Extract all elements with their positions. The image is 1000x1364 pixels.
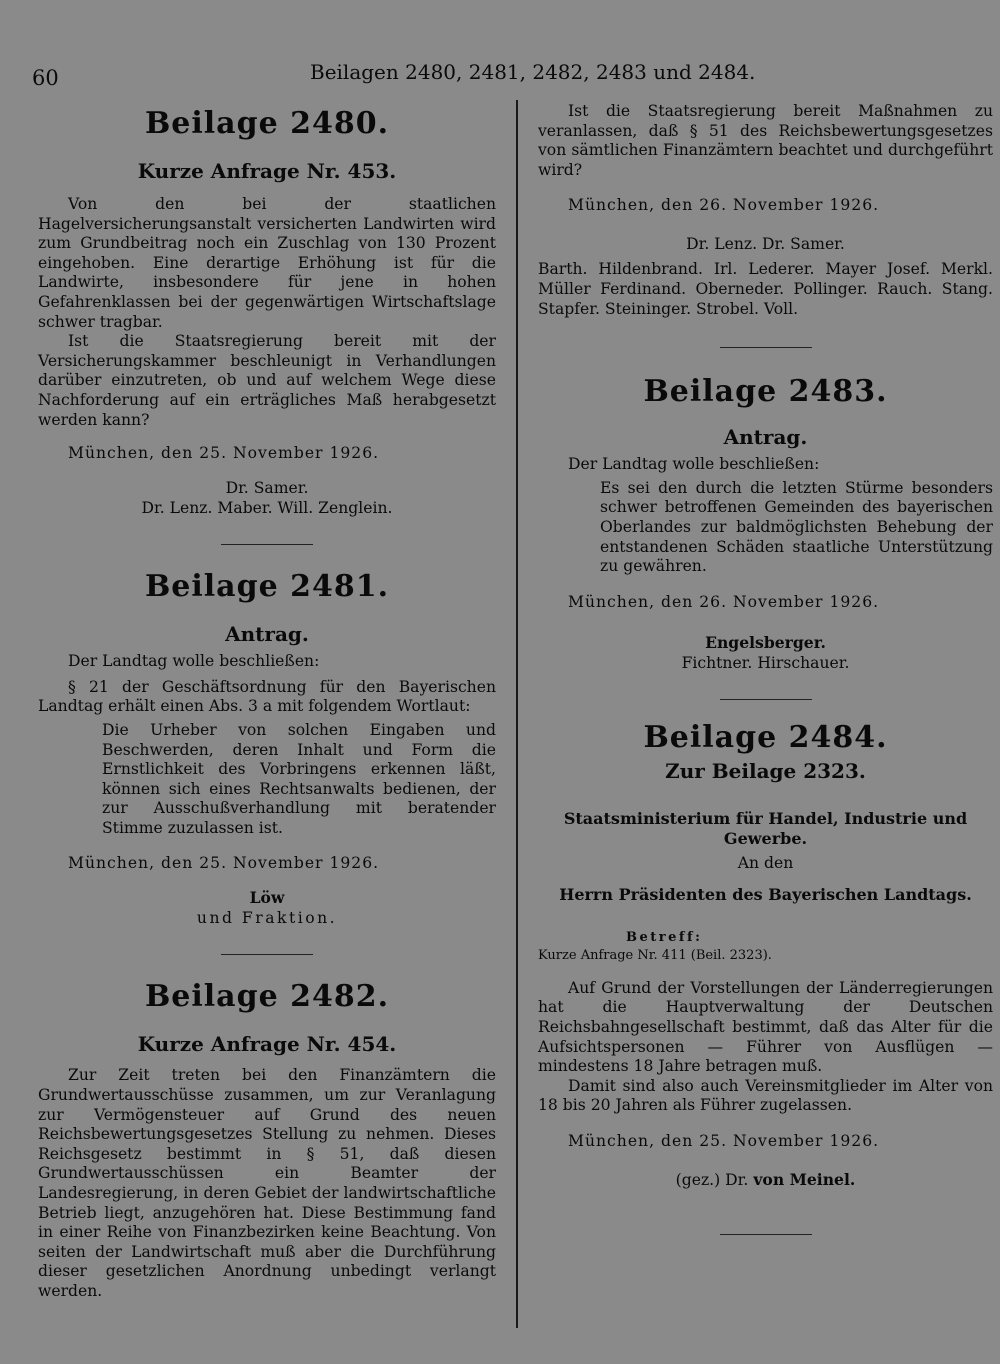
date-text: München, den 25. November 1926. [68,444,380,463]
address-line: An den [737,853,794,872]
right-column [538,100,993,1235]
section-beilage-2481 [38,569,496,955]
ministry-heading: Staatsministerium für Handel, Industrie und Gewerbe. [563,808,968,848]
section-title: Beilage 2481. [144,569,390,605]
signer: Dr. Samer. [225,479,309,498]
date-line: München, den 26. November 1926. [568,592,880,611]
date-line: München, den 25. November 1926. [568,1131,880,1150]
separator-rule [720,699,812,700]
left-column [38,100,496,1302]
signature-prefix: (gez.) Dr. [675,1170,749,1189]
signers: und Fraktion. [196,909,338,928]
paragraph: Zur Zeit treten bei den Finanzämtern die Grundwertausschüsse zusammen, um zur Veranlagung zur Vermögensteuer auf Grund des neuen Reichsbewertungsgesetzes Stellung zu nehmen. Dieses Reichsgesetz bestimmt in § 51, daß diesen Grundwertausschüssen ein Beamter der Landesregierung, in deren Gebiet der landwirtschaftliche Betrieb liegt, anzugehören hat. Diese Bestimmung fand in einer Reihe von Finanzbezirken keine Beachtung. Von seiten der Landwirtschaft muß aber die Durchführung dieser gesetzlichen Anordnung unbedingt verlangt werden. [38,1066,496,1300]
paragraph: Auf Grund der Vorstellungen der Länderregierungen hat die Hauptverwaltung der Deutschen Reichsbahngesellschaft bestimmt, daß das Alter für die Aufsichtspersonen — Führer von Ausflügen — mindestens 18 Jahre betragen muß. [538,978,993,1076]
section-title: Beilage 2484. [643,719,888,755]
paragraph: § 21 der Geschäftsordnung für den Bayerischen Landtag erhält einen Abs. 3 a mit folgendem Wortlaut: [38,677,496,716]
paragraph: Von den bei der staatlichen Hagelversicherungsanstalt versicherten Landwirten wird zum Grundbeitrag noch ein Zuschlag von 130 Prozent eingehoben. Eine derartige Erhöhung ist für die Landwirte, insbesondere für jene in hohen Gefahrenklassen bei der gegenwärtigen Wirtschaftslage schwer tragbar. [38,195,496,331]
section-beilage-2484 [538,720,993,1235]
page-header [0,58,1000,88]
section-subtitle: Antrag. [723,425,808,450]
section-beilage-2482-part1 [38,979,496,1301]
paragraph: Ist die Staatsregierung bereit Maßnahmen zu veranlassen, daß § 51 des Reichsbewertungsgesetzes von sämtlichen Finanzämtern beachtet und durchgeführt wird? [538,102,993,179]
addressee: Herrn Präsidenten des Bayerischen Landtags. [559,884,972,904]
section-beilage-2480 [38,106,496,545]
signature-name: von Meinel. [753,1169,856,1189]
separator-rule [221,544,313,545]
page-number: 60 [32,66,59,90]
date-line [38,444,496,462]
section-subtitle: Kurze Anfrage Nr. 453. [137,159,397,183]
section-title: Beilage 2482. [144,979,390,1015]
running-title: Beilagen 2480, 2481, 2482, 2483 und 2484. [310,60,756,84]
paragraph: Ist die Staatsregierung bereit mit der Versicherungskammer beschleunigt in Verhandlungen darüber einzutreten, ob und auf welchem Wege diese Nachforderung auf ein erträgliches Maß herabgesetzt werden kann? [38,332,496,429]
betreff-text: Kurze Anfrage Nr. 411 (Beil. 2323). [538,947,772,963]
separator-rule [720,347,812,348]
date-line: München, den 26. November 1926. [568,196,880,215]
signer: Engelsberger. [705,632,826,652]
section-subtitle: Kurze Anfrage Nr. 454. [137,1032,397,1057]
signers: Dr. Lenz. Maber. Will. Zenglein. [141,499,393,518]
separator-rule [720,1234,812,1235]
column-divider [516,100,518,1328]
signers: Dr. Lenz. Dr. Samer. [686,235,845,254]
signers: Fichtner. Hirschauer. [681,653,850,672]
section-subtitle: Zur Beilage 2323. [665,758,866,783]
section-beilage-2483 [538,374,993,700]
paragraph: Der Landtag wolle beschließen: [68,652,320,671]
section-beilage-2482-part2 [538,102,993,348]
signature [538,1170,993,1190]
signer: Löw [249,888,285,908]
betreff-label: Betreff: [626,929,703,945]
separator-rule [221,954,313,955]
section-subtitle: Antrag. [225,622,309,647]
quoted-text: Die Urheber von solchen Eingaben und Beschwerden, deren Inhalt und Form die Ernstlichkeit des Vorbringens erkennen läßt, können sich eines Rechtsanwalts bedienen, der zur Ausschußverhandlung mit beratender Stimme zuzulassen ist. [102,720,496,837]
date-line: München, den 25. November 1926. [68,854,380,873]
section-title: Beilage 2480. [144,106,390,141]
quoted-text: Es sei den durch die letzten Stürme besonders schwer betroffenen Gemeinden des bayerischen Oberlandes zur baldmöglichsten Behebung der entstandenen Schäden staatliche Unterstützung zu gewähren. [600,478,993,576]
signers-list: Barth. Hildenbrand. Irl. Lederer. Mayer Josef. Merkl. Müller Ferdinand. Oberneder. Pollinger. Rauch. Stang. Stapfer. Steininger. Strobel. Voll. [538,260,993,318]
paragraph: Der Landtag wolle beschließen: [568,455,820,474]
section-title: Beilage 2483. [643,374,888,410]
paragraph: Damit sind also auch Vereinsmitglieder im Alter von 18 bis 20 Jahren als Führer zugelassen. [538,1076,993,1115]
